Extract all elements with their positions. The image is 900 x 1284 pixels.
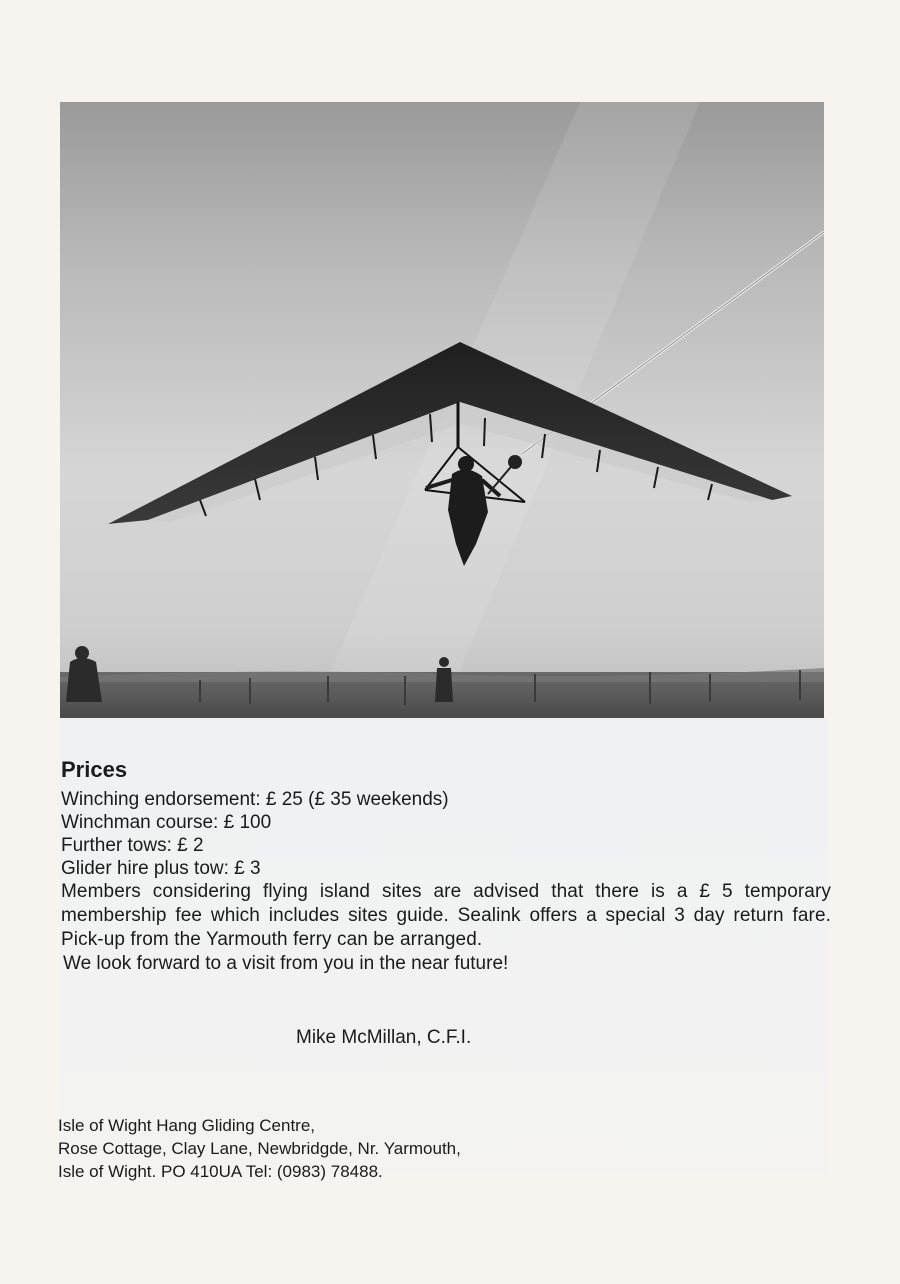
prices-section: [61, 756, 831, 975]
price-item: Winching endorsement: £ 25 (£ 35 weekends): [61, 789, 449, 810]
address-line-3: Isle of Wight. PO 410UA Tel: (0983) 78488.: [58, 1162, 383, 1181]
address-line-1: Isle of Wight Hang Gliding Centre,: [58, 1116, 316, 1135]
membership-note: Members considering flying island sites are advised that there is a £ 5 temporary membership fee which includes sites guide. Sealink offers a special 3 day return fare. Pick-up from the Yarmouth ferry can be arranged.: [61, 881, 831, 950]
price-item: Winchman course: £ 100: [61, 812, 272, 833]
address-line-2: Rose Cottage, Clay Lane, Newbridgde, Nr. Yarmouth,: [58, 1139, 461, 1158]
prices-heading: Prices: [61, 757, 128, 782]
signature: Mike McMillan, C.F.I.: [296, 1027, 472, 1048]
address-block: [58, 1114, 461, 1183]
hang-glider-photo: [60, 102, 824, 718]
price-item: Glider hire plus tow: £ 3: [61, 858, 261, 879]
closing-line: We look forward to a visit from you in the near future!: [63, 953, 509, 974]
photo-illustration: [60, 102, 824, 718]
price-item: Further tows: £ 2: [61, 835, 204, 856]
